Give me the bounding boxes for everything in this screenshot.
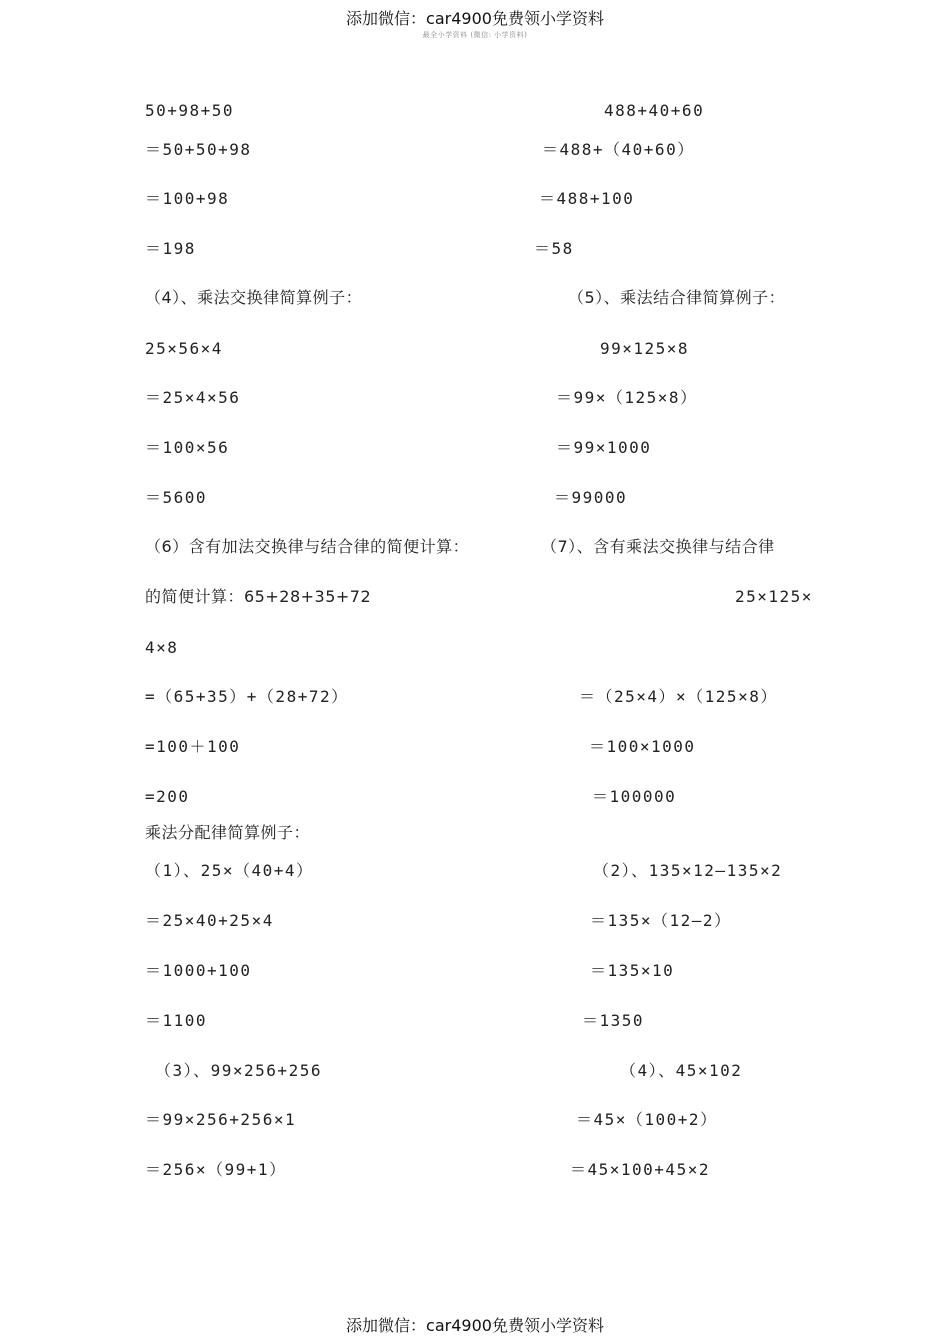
left-line: 50+98+50 <box>145 101 235 120</box>
left-line: ＝100×56 <box>145 438 230 457</box>
right-line: ＝135×（12—2） <box>590 911 732 930</box>
left-line: （3）、99×256+256 <box>155 1061 322 1080</box>
left-line: =100＋100 <box>145 737 241 756</box>
left-line: ＝25×4×56 <box>145 388 241 407</box>
top-watermark: 添加微信：car4900免费领小学资料 <box>346 9 604 28</box>
right-line: ＝488+（40+60） <box>542 140 695 159</box>
left-line: ＝50+50+98 <box>145 140 252 159</box>
left-line: ＝100+98 <box>145 189 230 208</box>
right-line: ＝99000 <box>554 488 628 507</box>
left-line: 的简便计算：65+28+35+72 <box>145 587 372 606</box>
left-line: 25×56×4 <box>145 339 223 358</box>
right-line: ＝45×100+45×2 <box>570 1160 710 1179</box>
right-line: 99×125×8 <box>600 339 690 358</box>
left-line: =（65+35）+（28+72） <box>145 687 349 706</box>
left-heading: （4）、乘法交换律简算例子： <box>145 288 363 307</box>
right-line: ＝99×（125×8） <box>556 388 698 407</box>
right-heading: （7）、含有乘法交换律与结合律 <box>541 537 775 556</box>
left-line: ＝25×40+25×4 <box>145 911 274 930</box>
left-line: ＝1100 <box>145 1011 208 1030</box>
section-heading: 乘法分配律简算例子： <box>145 823 311 842</box>
right-heading: （5）、乘法结合律简算例子： <box>568 288 786 307</box>
right-line: ＝（25×4）×（125×8） <box>579 687 778 706</box>
right-line: 488+40+60 <box>604 101 705 120</box>
left-line: ＝5600 <box>145 488 208 507</box>
right-line: （4）、45×102 <box>620 1061 743 1080</box>
top-subtitle: 最全小学资料 (微信: 小学资料) <box>422 31 528 39</box>
left-line: ＝198 <box>145 239 196 258</box>
bottom-watermark: 添加微信：car4900免费领小学资料 <box>346 1316 604 1335</box>
right-line: ＝58 <box>534 239 574 258</box>
right-line: ＝488+100 <box>539 189 635 208</box>
right-line: ＝135×10 <box>590 961 675 980</box>
left-line: ＝256×（99+1） <box>145 1160 287 1179</box>
right-line: ＝45×（100+2） <box>576 1110 718 1129</box>
right-line: ＝1350 <box>582 1011 645 1030</box>
right-line: （2）、135×12—135×2 <box>593 861 783 880</box>
left-line: ＝1000+100 <box>145 961 252 980</box>
right-line: 25×125× <box>735 587 813 606</box>
left-line: （1）、25×（40+4） <box>145 861 314 880</box>
right-line: ＝99×1000 <box>556 438 652 457</box>
left-heading: （6）含有加法交换律与结合律的简便计算： <box>145 537 470 556</box>
left-line: ＝99×256+256×1 <box>145 1110 297 1129</box>
left-line: 4×8 <box>145 638 179 657</box>
right-line: ＝100×1000 <box>589 737 696 756</box>
right-line: ＝100000 <box>592 787 677 806</box>
left-line: =200 <box>145 787 190 806</box>
